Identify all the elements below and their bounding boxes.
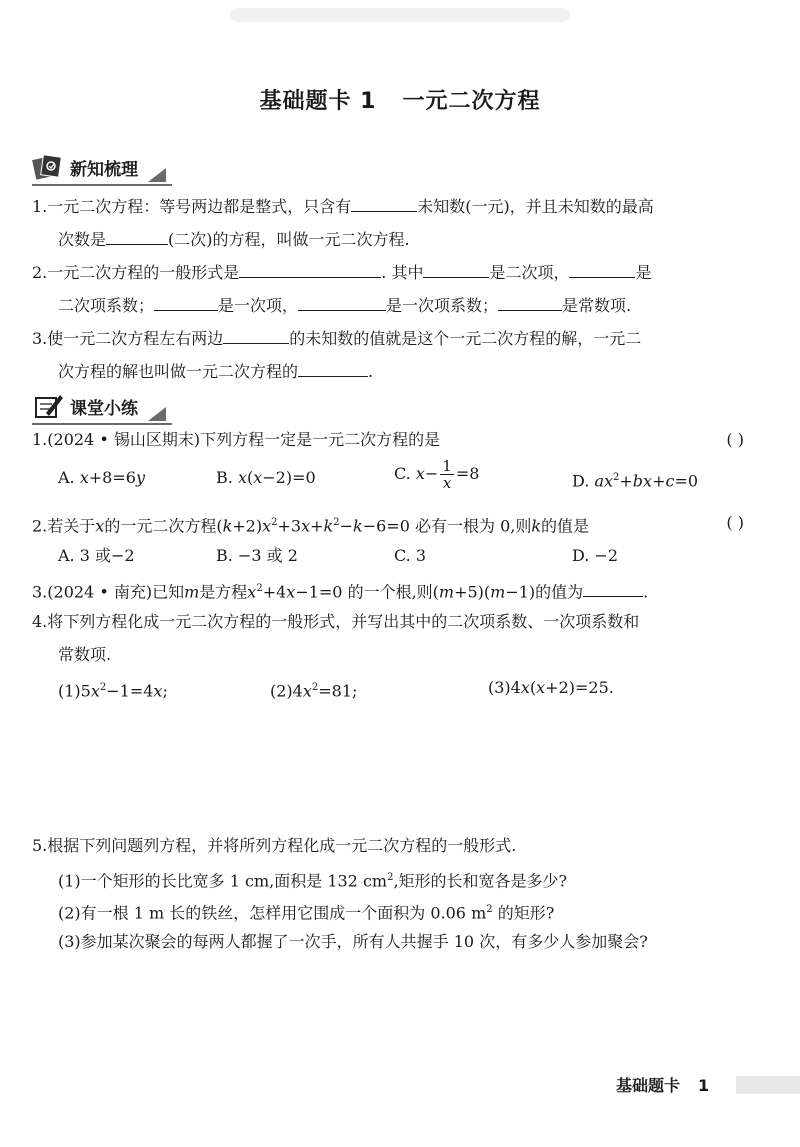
answer-paren[interactable]: ( ) [726, 513, 744, 532]
page-number: 1 [698, 1076, 710, 1095]
answer-blank[interactable] [154, 292, 218, 311]
subquestion-1: $(1)5x^2-1=4x$; [58, 681, 168, 701]
option-d[interactable]: D. $ax^2+bx+c=0$ [572, 471, 699, 491]
answer-blank[interactable] [223, 325, 289, 344]
option-c[interactable]: C. x− $\frac{1}{x}$ =8 [394, 457, 480, 492]
option-a[interactable]: A. x+8=6y [58, 468, 145, 487]
section-knowledge-title: 新知梳理 [70, 159, 138, 180]
knowledge-q2-line2: 二次项系数； 是一次项， 是一次项系数； 是常数项. [58, 292, 798, 318]
notebook-icon [32, 152, 66, 182]
answer-blank[interactable] [583, 578, 643, 597]
practice-q2-stem: 2.若关于x的一元二次方程$(k+2)x^2+3x+k^2-k-6=0$ 必有一根为 0,则k的值是 ( ) [32, 513, 744, 536]
practice-q4-line2: 常数项. [58, 645, 112, 664]
knowledge-q3-line2: 次方程的解也叫做一元二次方程的 . [58, 358, 798, 384]
practice-q3: 3.(2024 • 南充)已知m是方程$x^2+4x-1=0$ 的一个根,则(m+5)(m−1)的值为 . [32, 577, 772, 604]
footer-label: 基础题卡 [616, 1076, 681, 1095]
scan-smudge [230, 8, 570, 22]
page-footer [616, 1073, 709, 1096]
section-practice-header [32, 391, 172, 421]
fraction: $\frac{1}{x}$ [442, 457, 452, 492]
answer-blank[interactable] [423, 259, 489, 278]
option-d[interactable]: D. −2 [572, 546, 619, 565]
practice-q1-stem: 1.(2024 • 锡山区期末)下列方程一定是一元二次方程的是 ( ) [32, 428, 772, 452]
option-c[interactable]: C. 3 [394, 546, 427, 565]
answer-blank[interactable] [106, 226, 168, 245]
knowledge-q1-line1: 1.一元二次方程：等号两边都是整式，只含有 未知数(一元)，并且未知数的最高 [32, 193, 772, 219]
answer-paren[interactable]: ( ) [726, 430, 744, 449]
answer-blank[interactable] [298, 358, 368, 377]
option-b[interactable]: B. −3 或 2 [216, 546, 298, 565]
knowledge-q2-line1: 2.一元二次方程的一般形式是 . 其中 是二次项， 是 [32, 259, 772, 285]
option-b[interactable]: B. x(x−2)=0 [216, 468, 316, 487]
practice-q5-sub3: (3)参加某次聚会的每两人都握了一次手，所有人共握手 10 次，有多少人参加聚会? [58, 932, 648, 951]
practice-q5-sub1: (1)一个矩形的长比宽多 1 cm,面积是 132 $cm^2$,矩形的长和宽各是多少? [58, 871, 568, 891]
page-edge-tab [736, 1076, 800, 1094]
section-knowledge-header [32, 152, 172, 182]
option-a[interactable]: A. 3 或−2 [58, 546, 135, 565]
practice-q5-stem: 5.根据下列问题列方程，并将所列方程化成一元二次方程的一般形式. [32, 836, 517, 855]
practice-q5-sub2: (2)有一根 1 m 长的铁丝，怎样用它围成一个面积为 0.06 $m^2$ 的矩形? [58, 903, 555, 923]
practice-q4-line1: 4.将下列方程化成一元二次方程的一般形式，并写出其中的二次项系数、一次项系数和 [32, 612, 640, 631]
answer-blank[interactable] [351, 193, 417, 212]
page-title: 基础题卡 1 一元二次方程 [259, 89, 541, 114]
answer-blank[interactable] [298, 292, 386, 311]
pencil-notebook-icon [32, 391, 66, 421]
subquestion-2: $(2)4x^2=81$; [270, 681, 358, 701]
answer-blank[interactable] [498, 292, 562, 311]
subquestion-3: (3)4x(x+2)=25. [488, 678, 614, 697]
section-practice-title: 课堂小练 [70, 398, 138, 419]
knowledge-q1-line2: 次数是 (二次)的方程，叫做一元二次方程. [58, 226, 798, 252]
knowledge-q3-line1: 3.使一元二次方程左右两边 的未知数的值就是这个一元二次方程的解，一元二 [32, 325, 772, 351]
answer-blank[interactable] [239, 259, 381, 278]
answer-blank[interactable] [569, 259, 635, 278]
